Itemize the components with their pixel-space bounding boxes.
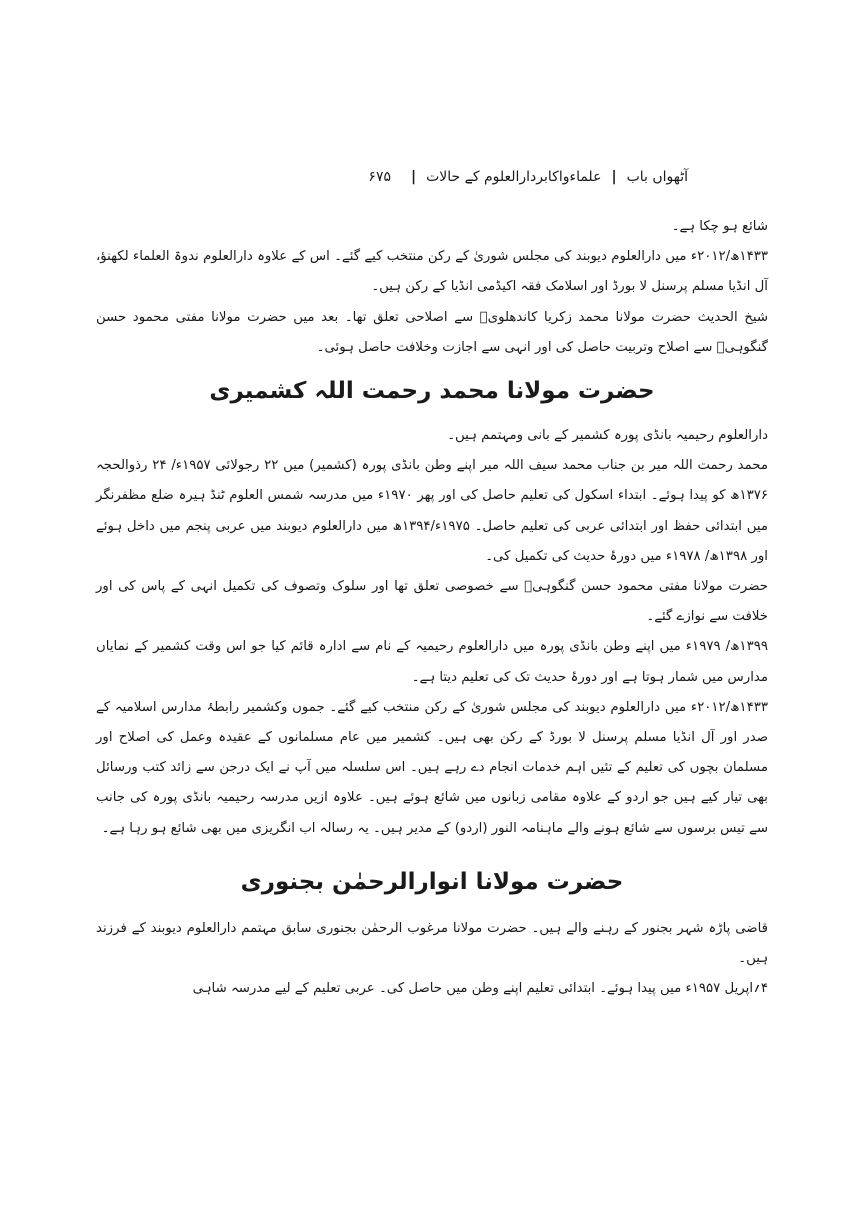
page-number: ۶۷۵ [368,169,391,185]
page-body [96,212,768,1004]
paragraph: قاضی پاڑہ شہر بجنور کے رہنے والے ہیں۔ حضرت مولانا مرغوب الرحمٰن بجنوری سابق مہتمم دارالعلوم دیوبند کے فرزند ہیں۔ [96,920,768,967]
chapter-label: آٹھواں باب [626,169,688,185]
paragraph: محمد رحمت اللہ میر بن جناب محمد سیف اللہ میر اپنے وطن بانڈی پورہ (کشمیر) میں ۲۲ رجولائی ۱۹۵۷ء/ ۲۴ رذوالحجہ ۱۳۷۶ھ کو پیدا ہوئے۔ ابتداء اسکول کی تعلیم حاصل کی اور پھر ۱۹۷۰ء میں مدرسہ شمس العلوم ٹنڈ ہیرہ ضلع مظفرنگر میں ابتدائی حفظ اور ابتدائی عربی کی تعلیم حاصل۔ ۱۹۷۵ء/۱۳۹۴ھ میں دارالعلوم دیوبند میں عربی پنجم میں داخل ہوئے اور ۱۳۹۸ھ/ ۱۹۷۸ء میں دورۂ حدیث کی تکمیل کی۔ [96,458,769,564]
header-separator: | [410,169,417,185]
paragraph: شیخ الحدیث حضرت مولانا محمد زکریا کاندھلویؒ سے اصلاحی تعلق تھا۔ بعد میں حضرت مولانا مفتی محمود حسن گنگوہیؒ سے اصلاح وتربیت حاصل کی اور انہی سے اجازت وخلافت حاصل ہوئی۔ [96,309,768,355]
paragraph: ۱۴۳۳ھ/۲۰۱۲ء میں دارالعلوم دیوبند کی مجلس شوریٰ کے رکن منتخب کیے گئے۔ اس کے علاوہ دارالعلوم ندوۃ العلماء لکھنؤ، آل انڈیا مسلم پرسنل لا بورڈ اور اسلامک فقہ اکیڈمی انڈیا کے رکن ہیں۔ [96,249,768,295]
paragraph: ۱۴۳۳ھ/۲۰۱۲ء میں دارالعلوم دیوبند کی مجلس شوریٰ کے رکن منتخب کیے گئے۔ جموں وکشمیر رابطۂ مدارس اسلامیہ کے صدر اور آل انڈیا مسلم پرسنل لا بورڈ کے رکن بھی ہیں۔ کشمیر میں عام مسلمانوں کے عقیدہ وعمل کی اصلاح اور مسلمان بچوں کی تعلیم کے تئیں اہم خدمات انجام دے رہے ہیں۔ اس سلسلہ میں آپ نے ایک درجن سے زائد کتب ورسائل بھی تیار کیے ہیں جو اردو کے علاوہ مقامی زبانوں میں شائع ہوئے ہیں۔ علاوہ ازیں مدرسہ رحیمیہ بانڈی پورہ کی جانب سے تیس برسوں سے شائع ہونے والے ماہنامہ النور (اردو) کے مدیر ہیں۔ یہ رسالہ اب انگریزی میں بھی شائع ہو رہا ہے۔ [96,699,768,836]
paragraph: دارالعلوم رحیمیہ بانڈی پورہ کشمیر کے بانی ومہتمم ہیں۔ [447,428,768,444]
header-subtitle: علماءواکابردارالعلوم کے حالات [426,169,602,185]
running-header [96,162,688,192]
paragraph: ۱۳۹۹ھ/ ۱۹۷۹ء میں اپنے وطن بانڈی پورہ میں دارالعلوم رحیمیہ کے نام سے ادارہ قائم کیا جو اس وقت کشمیر کے نمایاں مدارس میں شمار ہوتا ہے اور دورۂ حدیث تک کی تعلیم دیتا ہے۔ [96,639,768,685]
paragraph: ۴؍اپریل ۱۹۵۷ء میں پیدا ہوئے۔ ابتدائی تعلیم اپنے وطن میں حاصل کی۔ عربی تعلیم کے لیے مدرسہ شاہی [192,981,768,997]
header-separator: | [611,169,617,185]
paragraph: شائع ہو چکا ہے۔ [671,219,768,234]
section-heading: حضرت مولانا محمد رحمت اللہ کشمیری [209,378,655,405]
paragraph: حضرت مولانا مفتی محمود حسن گنگوہیؒ سے خصوصی تعلق تھا اور سلوک وتصوف کی تکمیل انہی کے پاس کی اور خلافت سے نوازے گئے۔ [96,579,768,625]
section-heading: حضرت مولانا انوارالرحمٰن بجنوری [240,868,624,895]
